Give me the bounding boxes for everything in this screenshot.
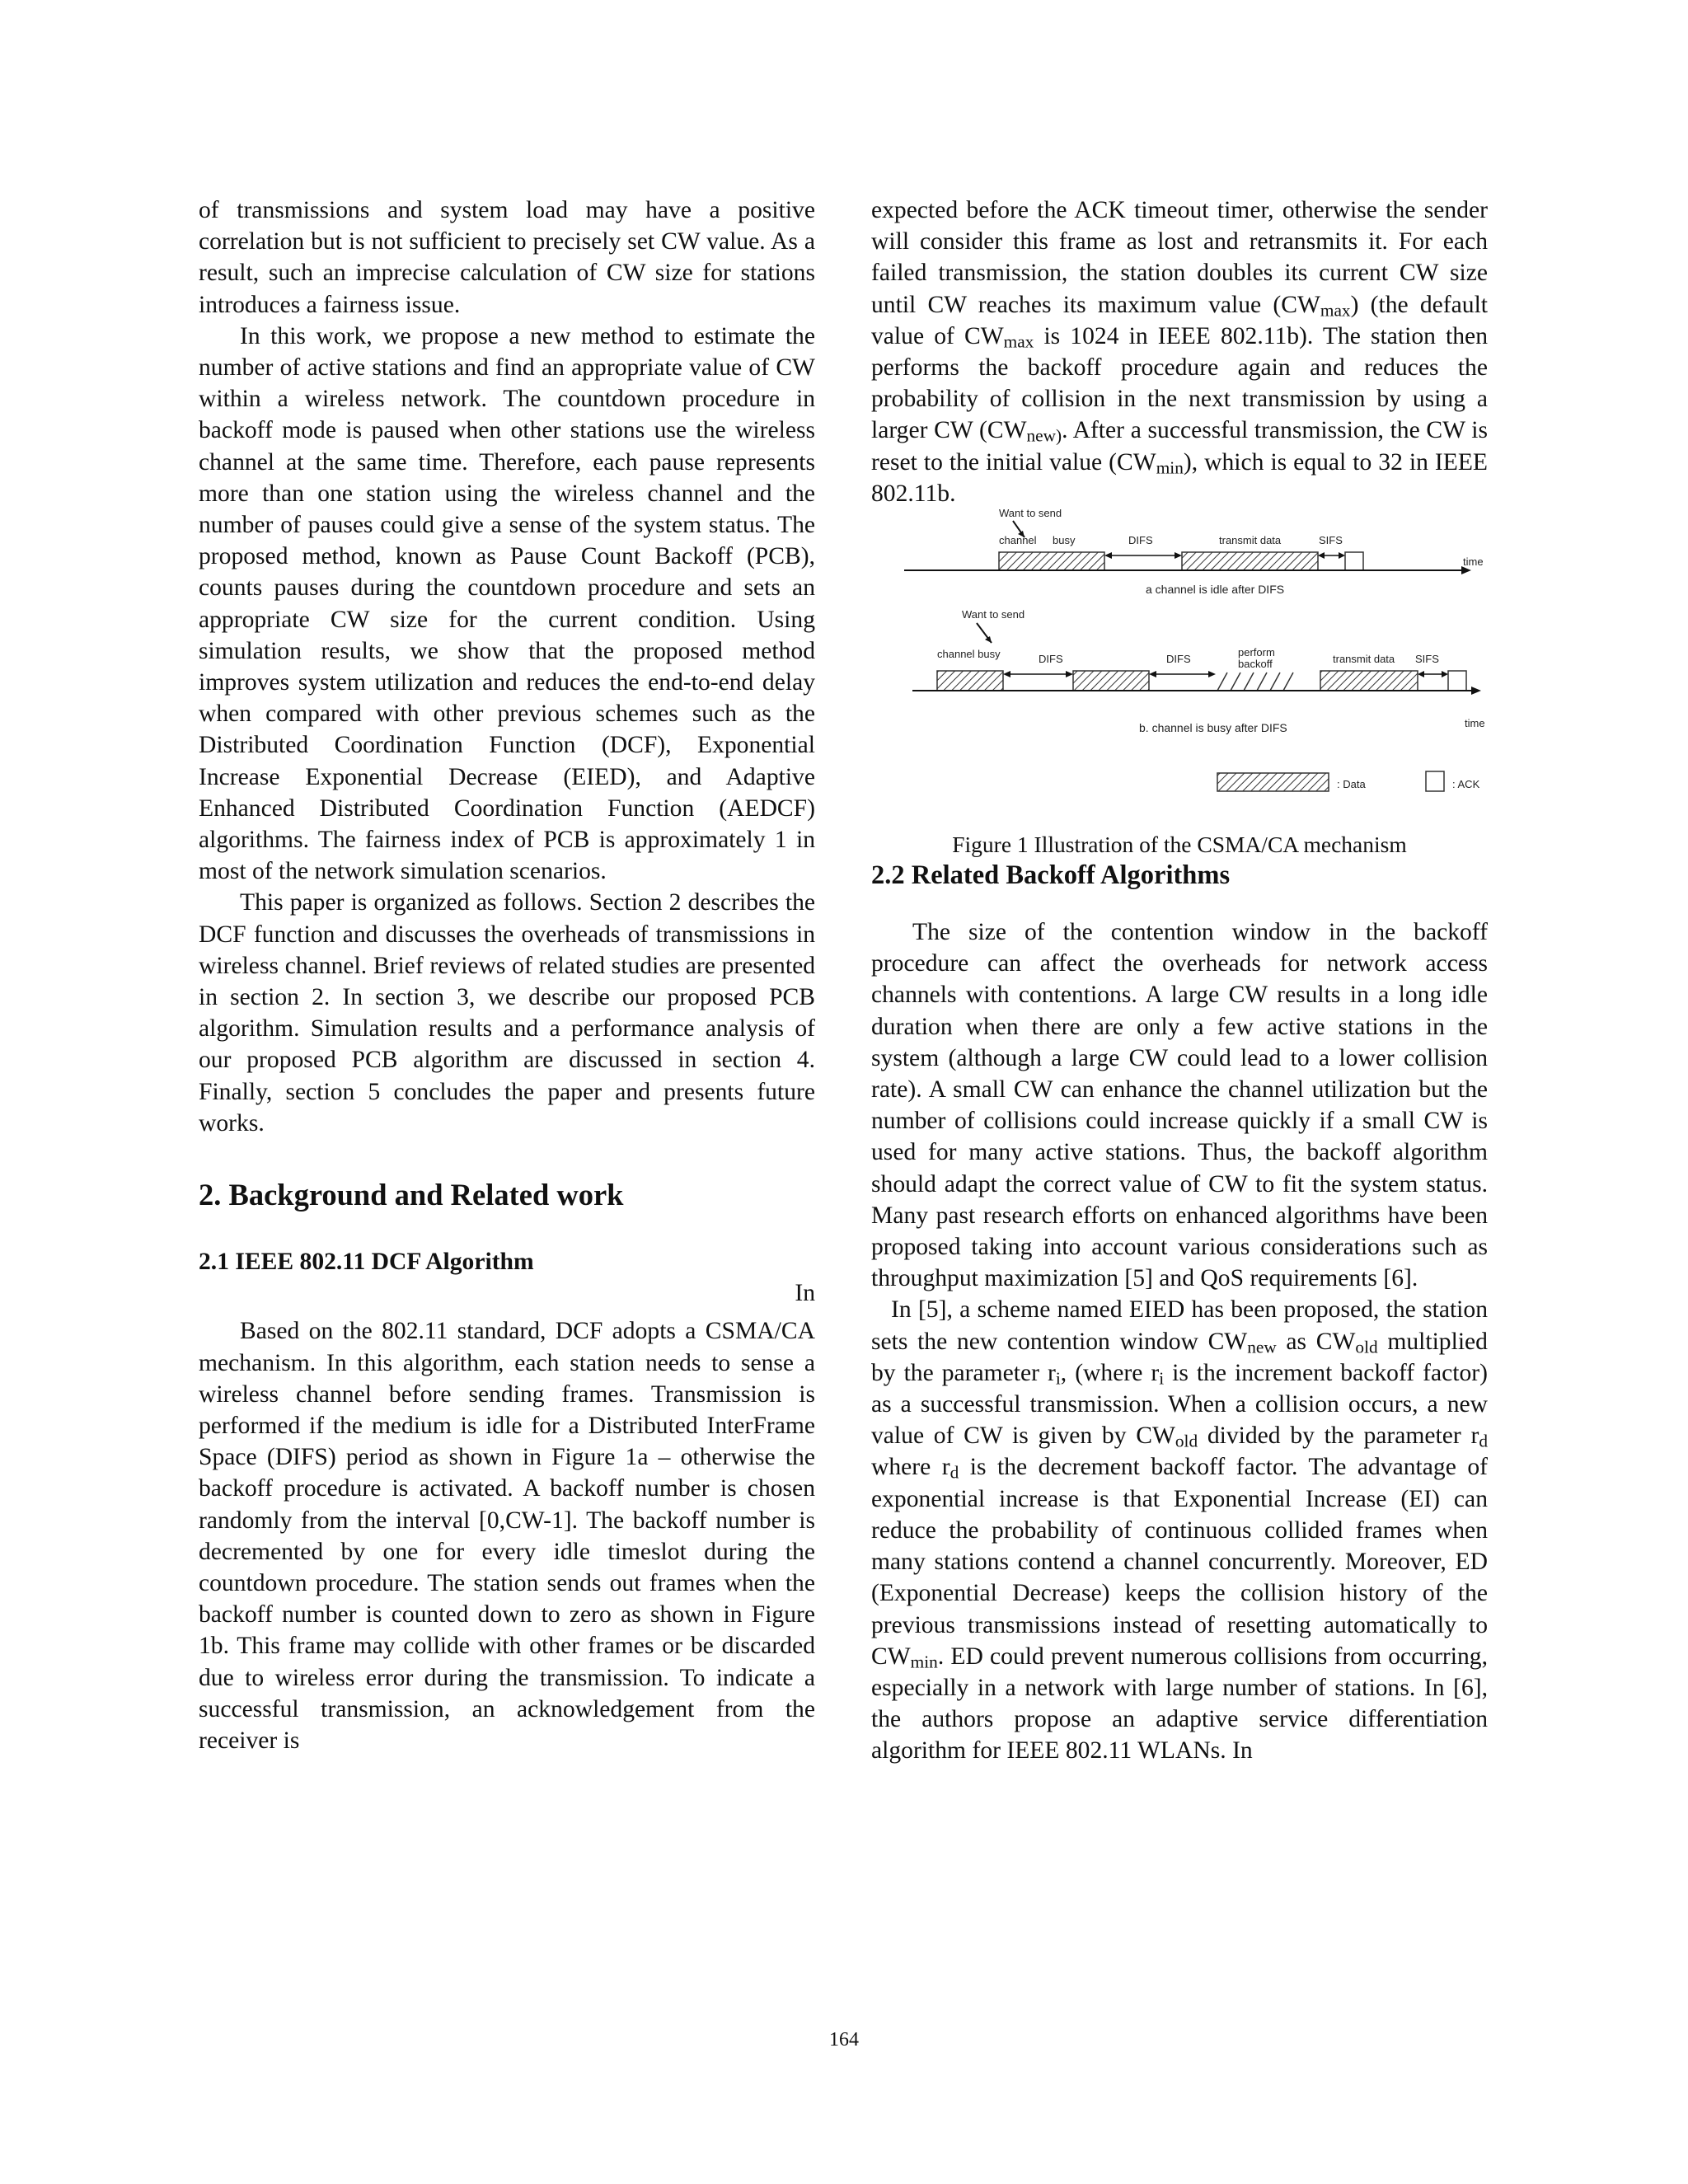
- legend-data-label: : Data: [1337, 778, 1366, 791]
- figure-caption: Figure 1 Illustration of the CSMA/CA mechanism: [952, 832, 1407, 858]
- channel-label: channel: [999, 534, 1037, 547]
- subsection-heading: 2.1 IEEE 802.11 DCF Algorithm: [199, 1249, 534, 1276]
- paragraph: The size of the contention window in the backoff procedure can affect the overheads for network access channels with contentions. A large CW results in a long idle duration when there are only a few active stations in the system (although a large CW could lead to a lower collision rate). A small CW can enhance the channel utilization but the number of collisions could increase quickly if a small CW is used for many active stations. Thus, the backoff algorithm should adapt the correct value of CW to fit the system status. Many past research efforts on enhanced algorithms have been proposed taking into account various considerations such as throughput maximization [5] and QoS requirements [6].: [871, 919, 1488, 1292]
- legend-ack-label: : ACK: [1452, 778, 1480, 791]
- time-label: time: [1463, 555, 1484, 569]
- paragraph: of transmissions and system load may have a positive correlation but is not sufficient to precisely set CW value. As a result, such an imprecise calculation of CW size for stations introduces a fairness issue.: [199, 197, 815, 318]
- paragraph: In [5], a scheme named EIED has been proposed, the station sets the new contention window $CW_{new}$ as $CW_{old}$ multiplied by the parameter $r_i$, (where $r_i$ is the increment backoff factor) as a successful transmission. When a collision occurs, a new value of CW is given by $CW_{old}$ divided by the parameter $r_d$ where $r_d$ is the decrement backoff factor. The advantage of exponential increase is that Exponential Increase (EI) can reduce the probability of continuous collided frames when many stations contend a channel concurrently. Moreover, ED (Exponential Decrease) keeps the collision history of the previous transmissions instead of resetting automatically to $CW_{min}$. ED could prevent numerous collisions from occurring, especially in a network with large number of stations. In [6], the authors propose an adaptive service differentiation algorithm for IEEE 802.11 WLANs. In: [871, 1296, 1488, 1765]
- busy-block: [1073, 671, 1149, 691]
- legend-ack-swatch: [1426, 771, 1444, 791]
- stray-word: In: [795, 1280, 815, 1307]
- caption-b: b. channel is busy after DIFS: [1139, 721, 1287, 735]
- difs-label: DIFS: [1039, 653, 1063, 666]
- paragraph: In this work, we propose a new method to estimate the number of active stations and find an appropriate value of CW within a wireless network. The countdown procedure in backoff mode is paused when other stations use the wireless channel at the same time. Therefore, each pause represents more than one station using the wireless channel and the number of pauses could give a sense of the system status. The proposed method, known as Pause Count Backoff (PCB), counts pauses during the countdown procedure and sets an appropriate CW size for the current condition. Using simulation results, we show that the proposed method improves system utilization and reduces the end-to-end delay when compared with other previous schemes such as the Distributed Coordination Function (DCF), Exponential Increase Exponential Decrease (EIED), and Adaptive Enhanced Distributed Coordination Function (AEDCF) algorithms. The fairness index of PCB is approximately 1 in most of the network simulation scenarios.: [199, 322, 815, 885]
- sifs-label: SIFS: [1415, 653, 1439, 666]
- busy-block: [937, 671, 1003, 691]
- right-column: [871, 194, 1488, 1767]
- difs-label: DIFS: [1128, 534, 1153, 547]
- backoff-slashes: [1217, 673, 1293, 691]
- busy-label: busy: [1053, 534, 1076, 547]
- transmit-data-label: transmit data: [1333, 653, 1395, 666]
- caption-a: a channel is idle after DIFS: [1146, 583, 1285, 597]
- want-to-send-label: Want to send: [962, 608, 1025, 621]
- perform-label: perform: [1238, 646, 1275, 659]
- paragraph: This paper is organized as follows. Section 2 describes the DCF function and discusses the overheads of transmissions in wireless channel. Brief reviews of related studies are presented in section 2. In section 3, we describe our proposed PCB algorithm. Simulation results and a performance analysis of our proposed PCB algorithm are discussed in section 4. Finally, section 5 concludes the paper and presents future works.: [199, 889, 815, 1137]
- busy-block: [999, 552, 1104, 570]
- ack-block: [1448, 671, 1466, 691]
- spacer: [871, 892, 1488, 916]
- transmit-data-label: transmit data: [1219, 534, 1282, 547]
- want-to-send-label: Want to send: [999, 509, 1062, 520]
- section-heading: 2. Background and Related work: [199, 1178, 624, 1212]
- left-column: [199, 194, 815, 1756]
- subsection-heading: 2.2 Related Backoff Algorithms: [871, 860, 1231, 891]
- data-block: [1182, 552, 1318, 570]
- figure-1: [871, 509, 1488, 859]
- channel-busy-label: channel busy: [937, 648, 1001, 661]
- paragraph: Based on the 802.11 standard, DCF adopts a CSMA/CA mechanism. In this algorithm, each station needs to sense a wireless channel before sending frames. Transmission is performed if the medium is idle for a Distributed InterFrame Space (DIFS) period as shown in Figure 1a – otherwise the backoff procedure is activated. A backoff number is chosen randomly from the interval [0,CW-1]. The backoff number is decremented by one for every idle timeslot during the countdown procedure. The station sends out frames when the backoff number is counted down to zero as shown in Figure 1b. This frame may collide with other frames or be discarded due to wireless error during the transmission. To indicate a successful transmission, an acknowledgement from the receiver is: [199, 1318, 815, 1754]
- paragraph: expected before the ACK timeout timer, otherwise the sender will consider this frame as lost and retransmits it. For each failed transmission, the station doubles its current CW size until CW reaches its maximum value $(CW_{max})$ (the default value of $CW_{max}$ is 1024 in IEEE 802.11b). The station then performs the backoff procedure again and reduces the probability of collision in the next transmission by using a larger CW ($CW_{new)}$. After a successful transmission, the CW is reset to the initial value $(CW_{min})$, which is equal to 32 in IEEE 802.11b.: [871, 197, 1489, 507]
- time-label: time: [1465, 717, 1485, 730]
- data-block: [1320, 671, 1418, 691]
- csma-ca-diagram: [871, 509, 1488, 831]
- sifs-label: SIFS: [1319, 534, 1343, 547]
- backoff-label: backoff: [1238, 658, 1273, 671]
- ack-block: [1345, 552, 1363, 570]
- difs-label: DIFS: [1166, 653, 1191, 666]
- legend-data-swatch: [1217, 773, 1329, 791]
- page-number: 164: [829, 2029, 859, 2050]
